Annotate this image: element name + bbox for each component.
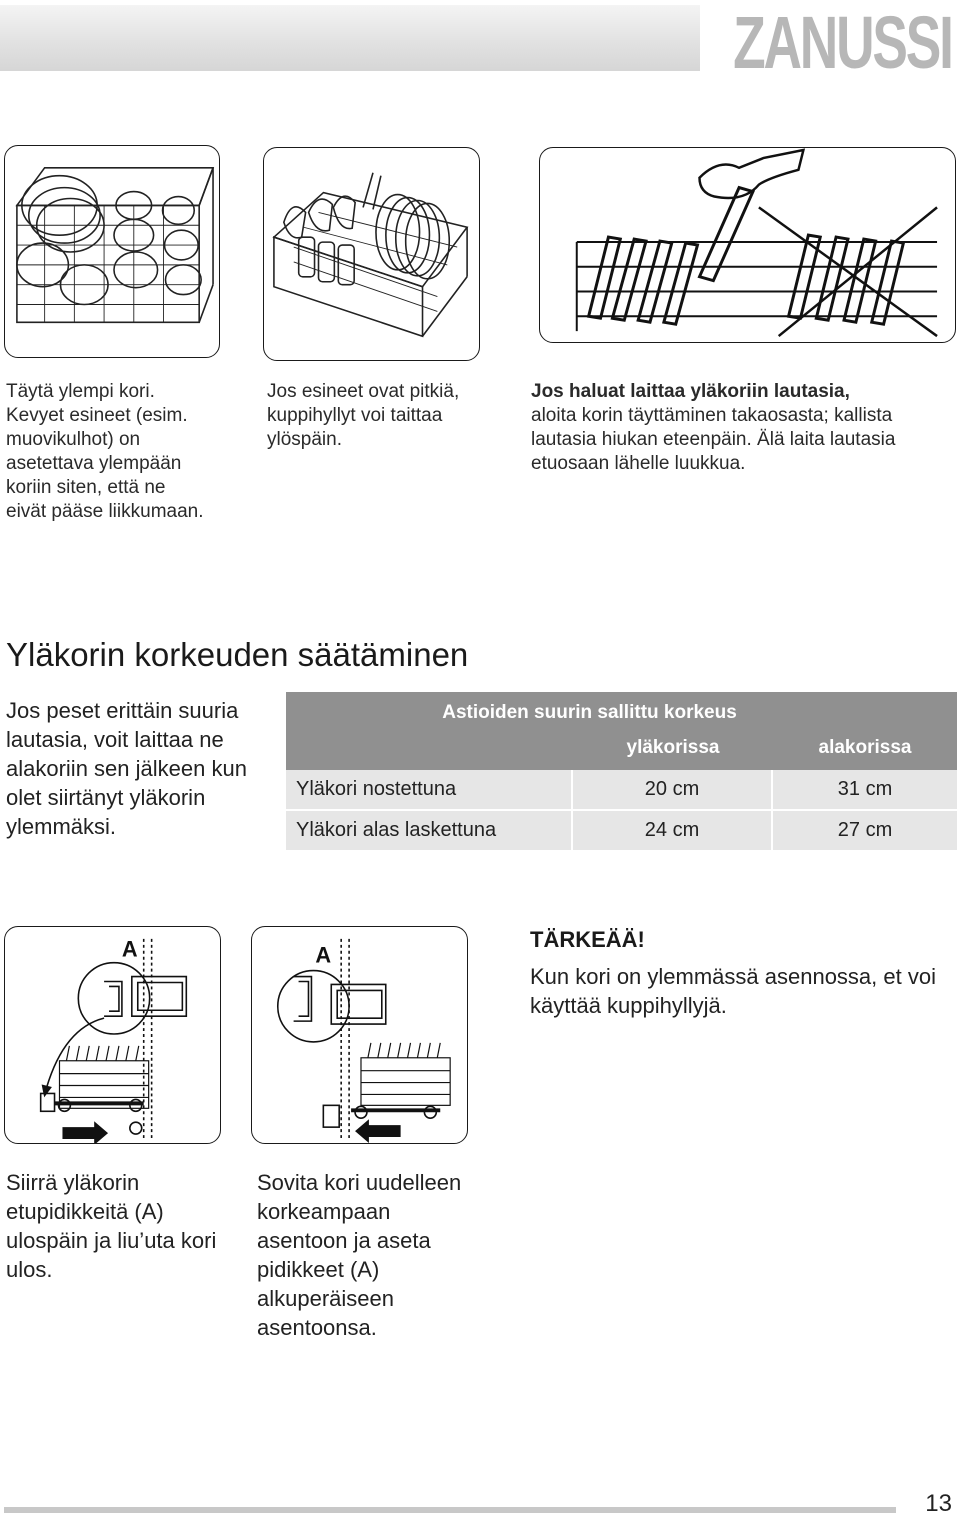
page-number: 13 <box>925 1490 952 1516</box>
caption-fill-upper-basket <box>6 380 246 524</box>
row-label: Yläkori alas laskettuna <box>286 811 571 850</box>
plate-loading-diagram <box>540 148 955 342</box>
caption-line: etupidikkeitä (A) <box>6 1199 164 1224</box>
illustration-remove-basket <box>4 926 221 1144</box>
intro-line: lautasia, voit laittaa ne <box>6 727 224 752</box>
table-header <box>286 692 957 770</box>
caption-line: muovikulhot) on <box>6 429 141 450</box>
caption-remove-basket <box>6 1168 246 1284</box>
caption-line: eivät pääse liikkumaan. <box>6 501 204 522</box>
section-intro <box>6 696 276 841</box>
caption-line: koriin siten, että ne <box>6 477 166 498</box>
caption-line: ylöspäin. <box>267 429 342 450</box>
caption-line: asentoonsa. <box>257 1315 377 1340</box>
intro-line: ylemmäksi. <box>6 814 117 839</box>
caption-plates-loading <box>531 380 951 476</box>
label-a: A <box>121 936 138 962</box>
caption-line: korkeampaan <box>257 1199 391 1224</box>
cell-lower: 27 cm <box>773 811 957 850</box>
caption-line: kuppihyllyt voi taittaa <box>267 405 443 426</box>
caption-line: ulospäin ja liu’uta kori <box>6 1228 217 1253</box>
cell-lower: 31 cm <box>773 770 957 809</box>
caption-line: aloita korin täyttäminen takaosasta; kallista <box>531 405 893 426</box>
caption-line-bold: Jos haluat laittaa yläkoriin lautasia, <box>531 381 850 402</box>
caption-line: alkuperäiseen <box>257 1286 394 1311</box>
important-title: TÄRKEÄÄ! <box>530 927 645 952</box>
table-row <box>286 811 957 850</box>
column-header-lower: alakorissa <box>818 737 912 758</box>
caption-line: Sovita kori uudelleen <box>257 1170 462 1195</box>
footer-bar <box>4 1507 896 1513</box>
caption-line: lautasia hiukan eteenpäin. Älä laita lautasia <box>531 429 896 450</box>
table-row <box>286 770 957 809</box>
header-bar <box>0 5 700 71</box>
cell-upper: 24 cm <box>573 811 771 850</box>
caption-fold-cup-racks <box>267 380 507 452</box>
illustration-cup-racks-folded <box>263 147 480 361</box>
row-label: Yläkori nostettuna <box>286 770 571 809</box>
label-a: A <box>315 942 332 968</box>
column-header-upper: yläkorissa <box>626 737 720 758</box>
caption-line: Täytä ylempi kori. <box>6 381 155 402</box>
basket-rail-diagram <box>252 927 467 1143</box>
caption-line: asetettava ylempään <box>6 453 182 474</box>
intro-line: Jos peset erittäin suuria <box>6 698 239 723</box>
basket-rail-diagram <box>5 927 220 1143</box>
intro-line: olet siirtänyt yläkorin <box>6 785 206 810</box>
basket-illustration <box>5 146 219 357</box>
illustration-upper-basket-loaded <box>4 145 220 358</box>
illustration-plate-loading <box>539 147 956 343</box>
caption-line: etuosaan lähelle luukkua. <box>531 453 746 474</box>
caption-refit-basket <box>257 1168 497 1342</box>
caption-line: ulos. <box>6 1257 53 1282</box>
caption-line: Jos esineet ovat pitkiä, <box>267 381 460 402</box>
max-height-table <box>286 692 957 852</box>
illustration-refit-basket <box>251 926 468 1144</box>
caption-line: Siirrä yläkorin <box>6 1170 140 1195</box>
important-text: Kun kori on ylemmässä asennossa, et voi käyttää kuppihyllyjä. <box>530 964 936 1018</box>
caption-line: Kevyet esineet (esim. <box>6 405 188 426</box>
intro-line: alakoriin sen jälkeen kun <box>6 756 247 781</box>
caption-line: pidikkeet (A) <box>257 1257 380 1282</box>
brand-logo: ZANUSSI <box>733 1 952 84</box>
cell-upper: 20 cm <box>573 770 771 809</box>
caption-line: asentoon ja aseta <box>257 1228 431 1253</box>
table-title: Astioiden suurin sallittu korkeus <box>442 702 737 723</box>
section-title: Yläkorin korkeuden säätäminen <box>6 636 469 673</box>
basket-illustration <box>264 148 479 360</box>
